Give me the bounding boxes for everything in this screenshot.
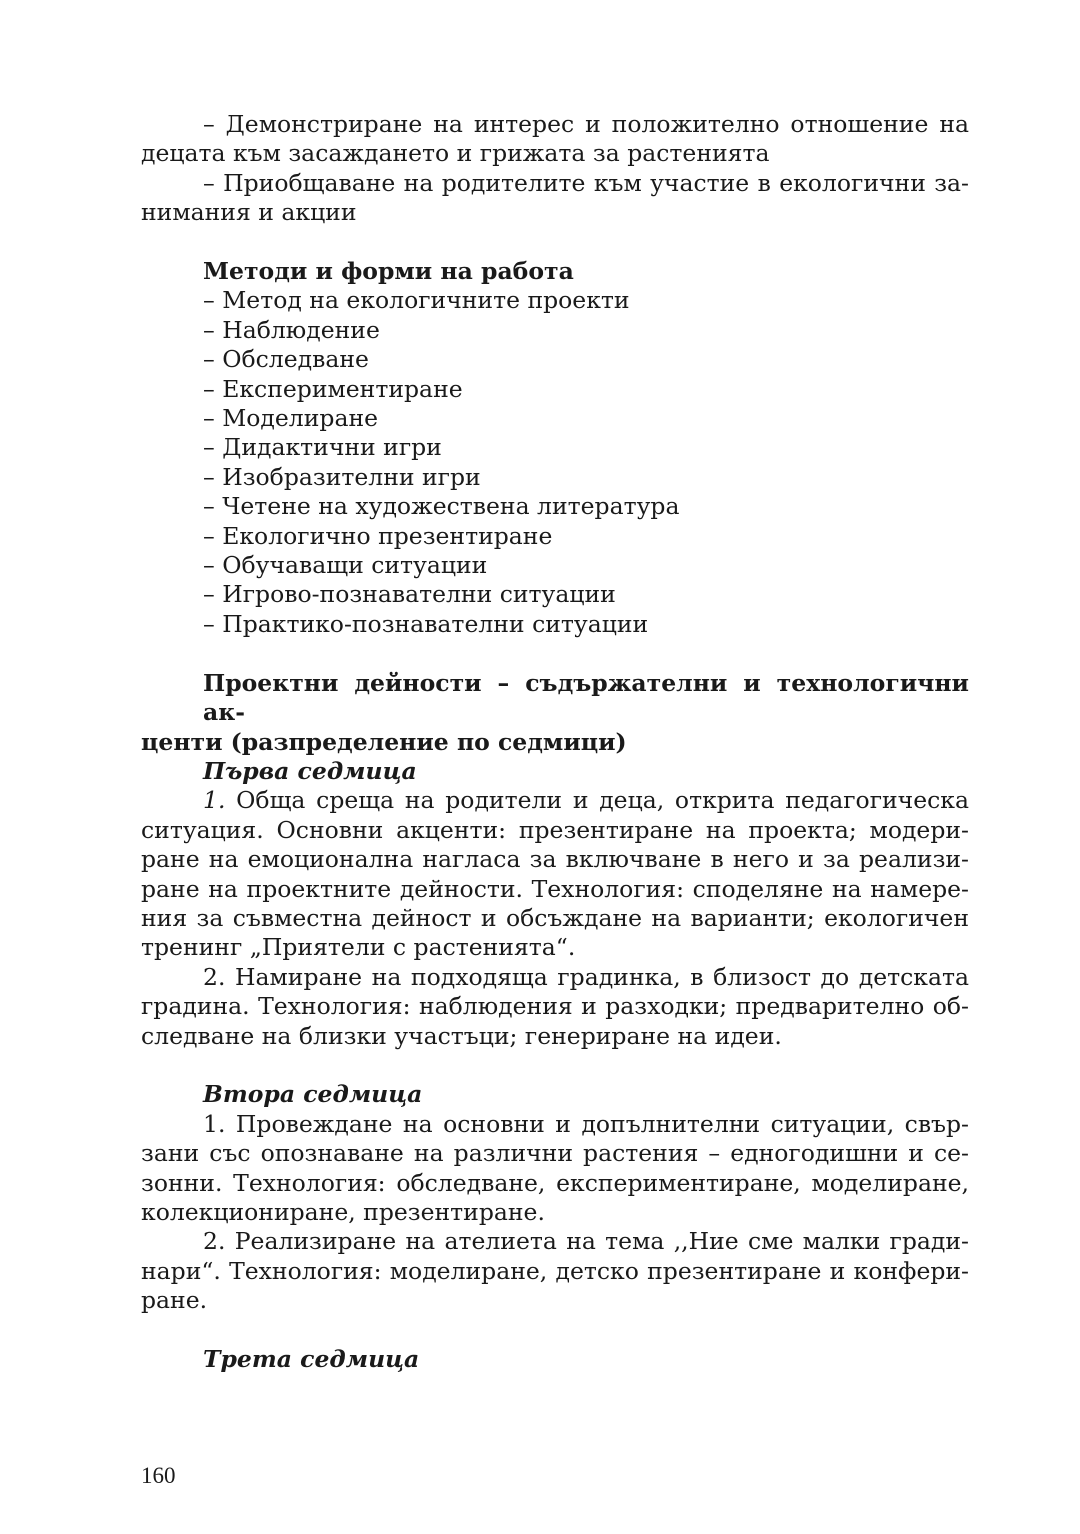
week3-title: Трета седмица [203,1345,420,1373]
list-item: – Метод на екологичните проекти [203,286,630,315]
activities-heading: центи (разпределение по седмици) [141,727,627,756]
week1-paragraph-line: ния за съвместна дейност и обсъждане на варианти; екологичен [141,903,969,932]
week1-paragraph-line: следване на близки участъци; генериране на идеи. [141,1021,782,1050]
item-number: 1. [203,786,226,815]
intro-line: децата към засаждането и грижата за растенията [141,139,770,168]
intro-line: – Демонстриране на интерес и положително отношение на [203,110,969,138]
page-number: 160 [141,1463,176,1488]
week2-title: Втора седмица [203,1080,423,1109]
week1-paragraph-line: ране на проектните дейности. Технология: споделяне на намере- [141,874,969,903]
activities-heading: Проектни дейности – съдържателни и технологични ак- [203,668,969,727]
week1-paragraph-line: градина. Технология: наблюдения и разходки; предварително об- [141,992,969,1021]
week2-paragraph-line: зани със опознаване на различни растения – едногодишни и се- [141,1139,969,1168]
week1-paragraph-line: 2. Намиране на подходяща градинка, в близост до детската [203,962,969,991]
list-item: – Дидактични игри [203,433,442,462]
list-item: – Експериментиране [203,374,463,403]
week2-paragraph-line: 1. Провеждане на основни и допълнителни ситуации, свър- [203,1109,969,1138]
week1-title: Първа седмица [203,756,417,785]
week1-paragraph-line: 1. Обща среща на родители и деца, открита педагогическа [203,786,969,815]
list-item: – Моделиране [203,404,379,433]
week2-paragraph-line: 2. Реализиране на ателиета на тема ,,Ние сме малки гради- [203,1227,969,1256]
page-body [141,110,969,1374]
list-item: – Обследване [203,345,369,374]
list-item: – Обучаващи ситуации [203,551,488,580]
week2-paragraph-line: нари“. Технология: моделиране, детско презентиране и конфери- [141,1256,969,1285]
week1-paragraph-line: ране на емоционална нагласа за включване в него и за реализи- [141,845,969,874]
week1-paragraph-line: ситуация. Основни акценти: презентиране на проекта; модери- [141,815,969,844]
intro-line: нимания и акции [141,198,357,227]
week1-paragraph-line: тренинг „Приятели с растенията“. [141,933,576,962]
methods-heading: Методи и форми на работа [203,257,574,286]
intro-line: – Приобщаване на родителите към участие в екологични за- [203,168,969,197]
week2-paragraph-line: колекциониране, презентиране. [141,1197,545,1226]
list-item: – Изобразителни игри [203,462,481,491]
list-item: – Игрово-познавателни ситуации [203,580,616,609]
week2-paragraph-line: ране. [141,1286,208,1315]
list-item: – Екологично презентиране [203,521,553,550]
week2-paragraph-line: зонни. Технология: обследване, експериментиране, моделиране, [141,1168,969,1197]
methods-list [141,286,969,639]
list-item: – Практико-познавателни ситуации [203,609,649,638]
list-item: – Наблюдение [203,315,380,344]
list-item: – Четене на художествена литература [203,492,680,521]
